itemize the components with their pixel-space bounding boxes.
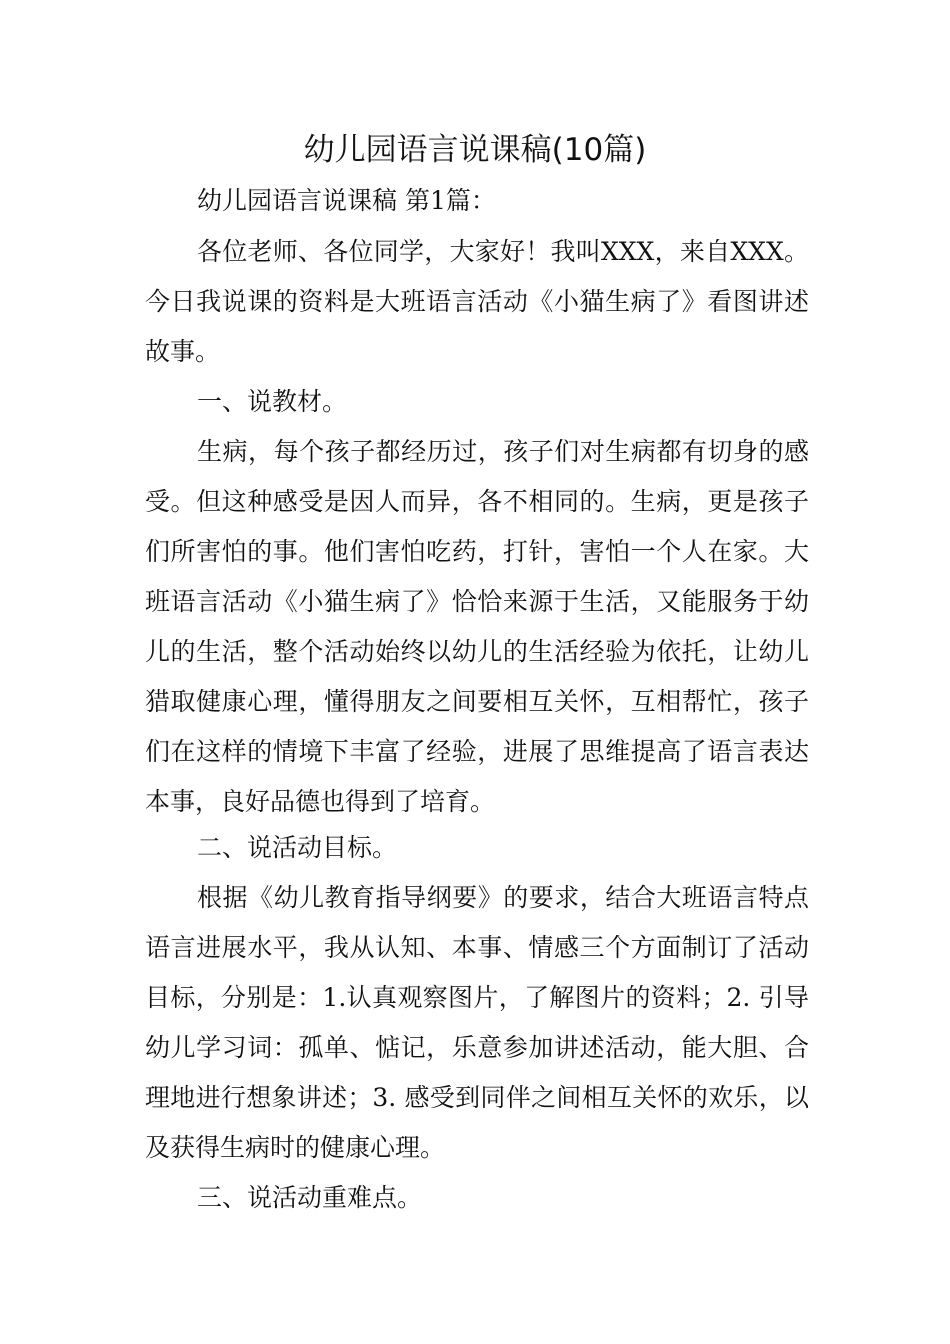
section-subtitle: 幼儿园语言说课稿 第1篇： — [197, 186, 496, 215]
paragraph-activity-goals: 根据《幼儿教育指导纲要》的要求，结合大班语言特点语言进展水平，我从认知、本事、情感三个方面制订了活动目标，分别是：1.认真观察图片，了解图片的资料；2. 引导幼儿学习词：孤单、惦记，乐意参加讲述活动，能大胆、合理地进行想象讲述；3. 感受到同伴之间相互关怀的欢乐，以及获得生病时的健康心理。 — [145, 883, 809, 1162]
heading-teaching-material: 一、说教材。 — [197, 387, 348, 416]
paragraph-intro: 各位老师、各位同学，大家好！我叫XXX，来自XXX。今日我说课的资料是大班语言活动《小猫生病了》看图讲述故事。 — [145, 237, 809, 366]
paragraph-teaching-material: 生病，每个孩子都经历过，孩子们对生病都有切身的感受。但这种感受是因人而异，各不相同的。生病，更是孩子们所害怕的事。他们害怕吃药，打针，害怕一个人在家。大班语言活动《小猫生病了》恰恰来源于生活，又能服务于幼儿的生活，整个活动始终以幼儿的生活经验为依托，让幼儿猎取健康心理，懂得朋友之间要相互关怀，互相帮忙，孩子们在这样的情境下丰富了经验，进展了思维提高了语言表达本事，良好品德也得到了培育。 — [145, 437, 809, 816]
heading-key-difficulties: 三、说活动重难点。 — [197, 1183, 423, 1212]
heading-activity-goals: 二、说活动目标。 — [197, 833, 398, 862]
document-title: 幼儿园语言说课稿(10篇) — [303, 132, 647, 168]
